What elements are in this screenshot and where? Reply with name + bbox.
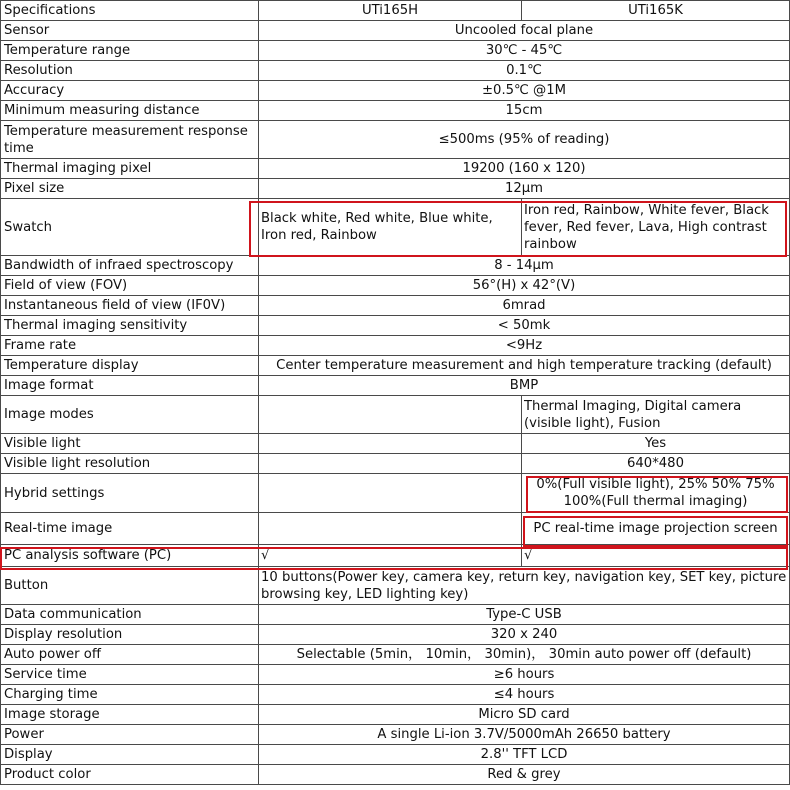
- spec-label: Visible light: [1, 434, 259, 454]
- spec-value: ≤500ms (95% of reading): [259, 121, 790, 159]
- row-thermal-pixel: [1, 159, 790, 179]
- row-service-time: [1, 665, 790, 685]
- spec-label: Field of view (FOV): [1, 276, 259, 296]
- spec-label: Power: [1, 725, 259, 745]
- spec-value: 6mrad: [259, 296, 790, 316]
- spec-label: Thermal imaging sensitivity: [1, 316, 259, 336]
- spec-value: Uncooled focal plane: [259, 21, 790, 41]
- model-k-heading: UTi165K: [522, 1, 790, 21]
- spec-value-k: Thermal Imaging, Digital camera (visible light), Fusion: [522, 396, 790, 434]
- spec-value: ±0.5℃ @1M: [259, 81, 790, 101]
- row-power: [1, 725, 790, 745]
- spec-value-k: Iron red, Rainbow, White fever, Black fever, Red fever, Lava, High contrast rainbow: [522, 199, 790, 256]
- spec-value: 30℃ - 45℃: [259, 41, 790, 61]
- row-frame-rate: [1, 336, 790, 356]
- spec-value-k: 0%(Full visible light), 25% 50% 75% 100%(Full thermal imaging): [522, 474, 790, 513]
- row-resolution: [1, 61, 790, 81]
- spec-value-h: Black white, Red white, Blue white, Iron red, Rainbow: [259, 199, 522, 256]
- spec-value: 320 x 240: [259, 625, 790, 645]
- row-ifov: [1, 296, 790, 316]
- row-product-color: [1, 765, 790, 785]
- spec-value-h: [259, 396, 522, 434]
- row-temperature-range: [1, 41, 790, 61]
- row-swatch: [1, 199, 790, 256]
- row-response-time: [1, 121, 790, 159]
- spec-value: < 50mk: [259, 316, 790, 336]
- spec-value-h: √: [259, 545, 522, 567]
- spec-label: Charging time: [1, 685, 259, 705]
- row-accuracy: [1, 81, 790, 101]
- spec-label: Frame rate: [1, 336, 259, 356]
- row-pc-software: [1, 545, 790, 567]
- row-image-modes: [1, 396, 790, 434]
- spec-label: Visible light resolution: [1, 454, 259, 474]
- spec-value: Micro SD card: [259, 705, 790, 725]
- spec-value: <9Hz: [259, 336, 790, 356]
- spec-value: 19200 (160 x 120): [259, 159, 790, 179]
- spec-value-h: [259, 434, 522, 454]
- spec-label: Service time: [1, 665, 259, 685]
- spec-label: PC analysis software (PC): [1, 545, 259, 567]
- spec-value-k: √: [522, 545, 790, 567]
- row-display-resolution: [1, 625, 790, 645]
- row-sensor: [1, 21, 790, 41]
- spec-value: BMP: [259, 376, 790, 396]
- spec-label: Pixel size: [1, 179, 259, 199]
- spec-value-k: 640*480: [522, 454, 790, 474]
- row-fov: [1, 276, 790, 296]
- spec-label: Real-time image: [1, 513, 259, 545]
- spec-value: 15cm: [259, 101, 790, 121]
- spec-label: Bandwidth of infraed spectroscopy: [1, 256, 259, 276]
- spec-label: Instantaneous field of view (IF0V): [1, 296, 259, 316]
- spec-label: Resolution: [1, 61, 259, 81]
- spec-value-h: [259, 454, 522, 474]
- spec-label: Temperature range: [1, 41, 259, 61]
- row-visible-light: [1, 434, 790, 454]
- spec-value: Center temperature measurement and high temperature tracking (default): [259, 356, 790, 376]
- spec-label: Image modes: [1, 396, 259, 434]
- row-button: [1, 567, 790, 605]
- model-h-heading: UTi165H: [259, 1, 522, 21]
- spec-value: 0.1℃: [259, 61, 790, 81]
- row-display: [1, 745, 790, 765]
- row-data-communication: [1, 605, 790, 625]
- spec-value-k: Yes: [522, 434, 790, 454]
- spec-label: Sensor: [1, 21, 259, 41]
- spec-value: 8 - 14μm: [259, 256, 790, 276]
- spec-value: ≤4 hours: [259, 685, 790, 705]
- spec-value-k: PC real-time image projection screen: [522, 513, 790, 545]
- spec-label: Temperature measurement response time: [1, 121, 259, 159]
- row-image-storage: [1, 705, 790, 725]
- row-hybrid-settings: [1, 474, 790, 513]
- spec-label: Button: [1, 567, 259, 605]
- spec-label: Display resolution: [1, 625, 259, 645]
- spec-label: Data communication: [1, 605, 259, 625]
- spec-label: Image format: [1, 376, 259, 396]
- row-image-format: [1, 376, 790, 396]
- spec-value: 56°(H) x 42°(V): [259, 276, 790, 296]
- row-sensitivity: [1, 316, 790, 336]
- spec-label: Hybrid settings: [1, 474, 259, 513]
- spec-label: Display: [1, 745, 259, 765]
- spec-value: 10 buttons(Power key, camera key, return key, navigation key, SET key, picture browsing key, LED lighting key): [259, 567, 790, 605]
- spec-value: Type-C USB: [259, 605, 790, 625]
- spec-value: Selectable (5min， 10min， 30min)， 30min auto power off (default): [259, 645, 790, 665]
- spec-value: 12μm: [259, 179, 790, 199]
- row-charging-time: [1, 685, 790, 705]
- spec-value-h: [259, 474, 522, 513]
- spec-label: Thermal imaging pixel: [1, 159, 259, 179]
- row-real-time-image: [1, 513, 790, 545]
- row-auto-power-off: [1, 645, 790, 665]
- spec-label: Product color: [1, 765, 259, 785]
- spec-label: Temperature display: [1, 356, 259, 376]
- spec-label: Accuracy: [1, 81, 259, 101]
- header-label: Specifications: [1, 1, 259, 21]
- spec-value: 2.8'' TFT LCD: [259, 745, 790, 765]
- row-temperature-display: [1, 356, 790, 376]
- spec-value: Red & grey: [259, 765, 790, 785]
- row-visible-light-resolution: [1, 454, 790, 474]
- row-bandwidth: [1, 256, 790, 276]
- row-pixel-size: [1, 179, 790, 199]
- spec-label: Auto power off: [1, 645, 259, 665]
- row-min-distance: [1, 101, 790, 121]
- spec-label: Image storage: [1, 705, 259, 725]
- spec-label: Minimum measuring distance: [1, 101, 259, 121]
- header-row: [1, 1, 790, 21]
- spec-value-h: [259, 513, 522, 545]
- spec-label: Swatch: [1, 199, 259, 256]
- spec-value: ≥6 hours: [259, 665, 790, 685]
- spec-value: A single Li-ion 3.7V/5000mAh 26650 battery: [259, 725, 790, 745]
